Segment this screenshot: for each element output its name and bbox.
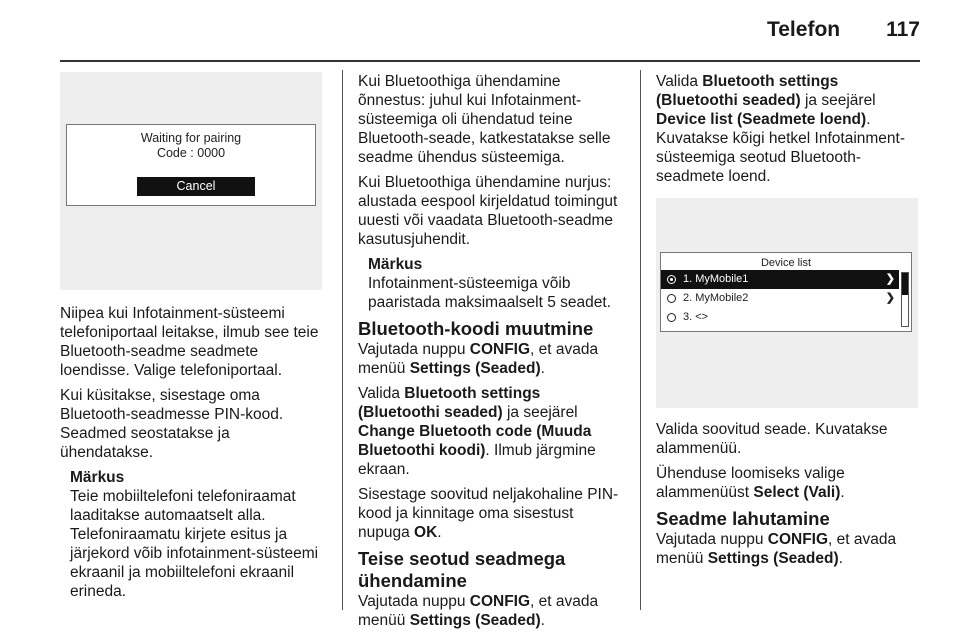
paragraph: Vajutada nuppu CONFIG, et avada menüü Settings (Seaded).	[358, 341, 599, 377]
column-3	[656, 72, 918, 574]
device-list-figure	[656, 198, 918, 408]
pairing-screen-figure	[60, 72, 322, 290]
device-list-item[interactable]: 1. MyMobile1 ❯	[661, 270, 899, 289]
paragraph: Ühenduse loomiseks valige alammenüüst Select (Vali).	[656, 465, 845, 501]
column-divider	[640, 70, 641, 610]
section-heading: Teise seotud seadmega ühendamine	[358, 548, 566, 591]
device-list-item[interactable]: 3. <>	[661, 308, 899, 327]
pairing-dialog	[66, 124, 316, 206]
page-number: 117	[886, 18, 920, 41]
paragraph: Valida soovitud seade. Kuvatakse alammenüü.	[656, 421, 888, 457]
note-text: Infotainment-süsteemiga võib paaristada maksimaalselt 5 seadet.	[368, 275, 611, 311]
note-title: Märkus	[70, 469, 125, 486]
paragraph: Vajutada nuppu CONFIG, et avada menüü Settings (Seaded).	[656, 531, 897, 567]
pairing-status: Waiting for pairing	[140, 131, 242, 145]
note	[60, 468, 322, 601]
paragraph: Niipea kui Infotainment-süsteemi telefoniportaal leitakse, ilmub see teie Bluetooth-seadme seadmete loendisse. Valige telefoniportaal.	[60, 305, 319, 379]
note	[358, 255, 626, 312]
page-header	[767, 18, 920, 48]
note-text: Teie mobiiltelefoni telefoniraamat laaditakse automaatselt alla. Telefoniraamatu kirjete esitus ja järjekord võib infotainment-süsteemi ekraanil ja mobiiltelefoni ekraanil erineda.	[70, 488, 319, 600]
section-heading: Seadme lahutamine	[656, 508, 830, 529]
header-rule	[60, 60, 920, 62]
radio-icon	[667, 294, 676, 303]
paragraph: Valida Bluetooth settings (Bluetoothi seaded) ja seejärel Device list (Seadmete loend). Kuvatakse kõigi hetkel Infotainment-süsteemiga seotud Bluetooth-seadmete loend.	[656, 73, 905, 185]
column-divider	[342, 70, 343, 610]
note-title: Märkus	[368, 256, 423, 273]
cancel-button[interactable]: Cancel	[137, 177, 255, 196]
device-list-item[interactable]: 2. MyMobile2 ❯	[661, 289, 899, 308]
paragraph: Valida Bluetooth settings (Bluetoothi seaded) ja seejärel Change Bluetooth code (Muuda Bluetoothi koodi). Ilmub järgmine ekraan.	[358, 385, 596, 478]
scrollbar-thumb[interactable]	[902, 273, 908, 295]
device-list-title: Device list	[760, 257, 812, 269]
paragraph: Sisestage soovitud neljakohaline PIN-kood ja kinnitage oma sisestust nupuga OK.	[358, 486, 619, 541]
radio-selected-icon	[667, 275, 676, 284]
chevron-right-icon: ❯	[885, 273, 895, 285]
device-list-screen	[660, 252, 912, 332]
chevron-right-icon: ❯	[885, 292, 895, 304]
column-2	[358, 72, 626, 636]
scrollbar[interactable]	[901, 272, 909, 327]
paragraph: Kui küsitakse, sisestage oma Bluetooth-seadmesse PIN-kood. Seadmed seostatakse ja ühendatakse.	[60, 387, 284, 461]
radio-icon	[667, 313, 676, 322]
paragraph: Kui Bluetoothiga ühendamine nurjus: alustada eespool kirjeldatud toimingut uuesti või vaadata Bluetooth-seadme kasutusjuhendit.	[358, 174, 618, 248]
section-heading: Bluetooth-koodi muutmine	[358, 318, 594, 339]
pairing-code: Code : 0000	[156, 146, 226, 160]
column-1	[60, 72, 322, 607]
paragraph: Kui Bluetoothiga ühendamine õnnestus: juhul kui Infotainment-süsteemiga oli ühendatud teine Bluetooth-seade, katkestatakse selle seadme ühendus süsteemiga.	[358, 73, 611, 166]
paragraph: Vajutada nuppu CONFIG, et avada menüü Settings (Seaded).	[358, 593, 599, 629]
section-title: Telefon	[766, 18, 841, 41]
